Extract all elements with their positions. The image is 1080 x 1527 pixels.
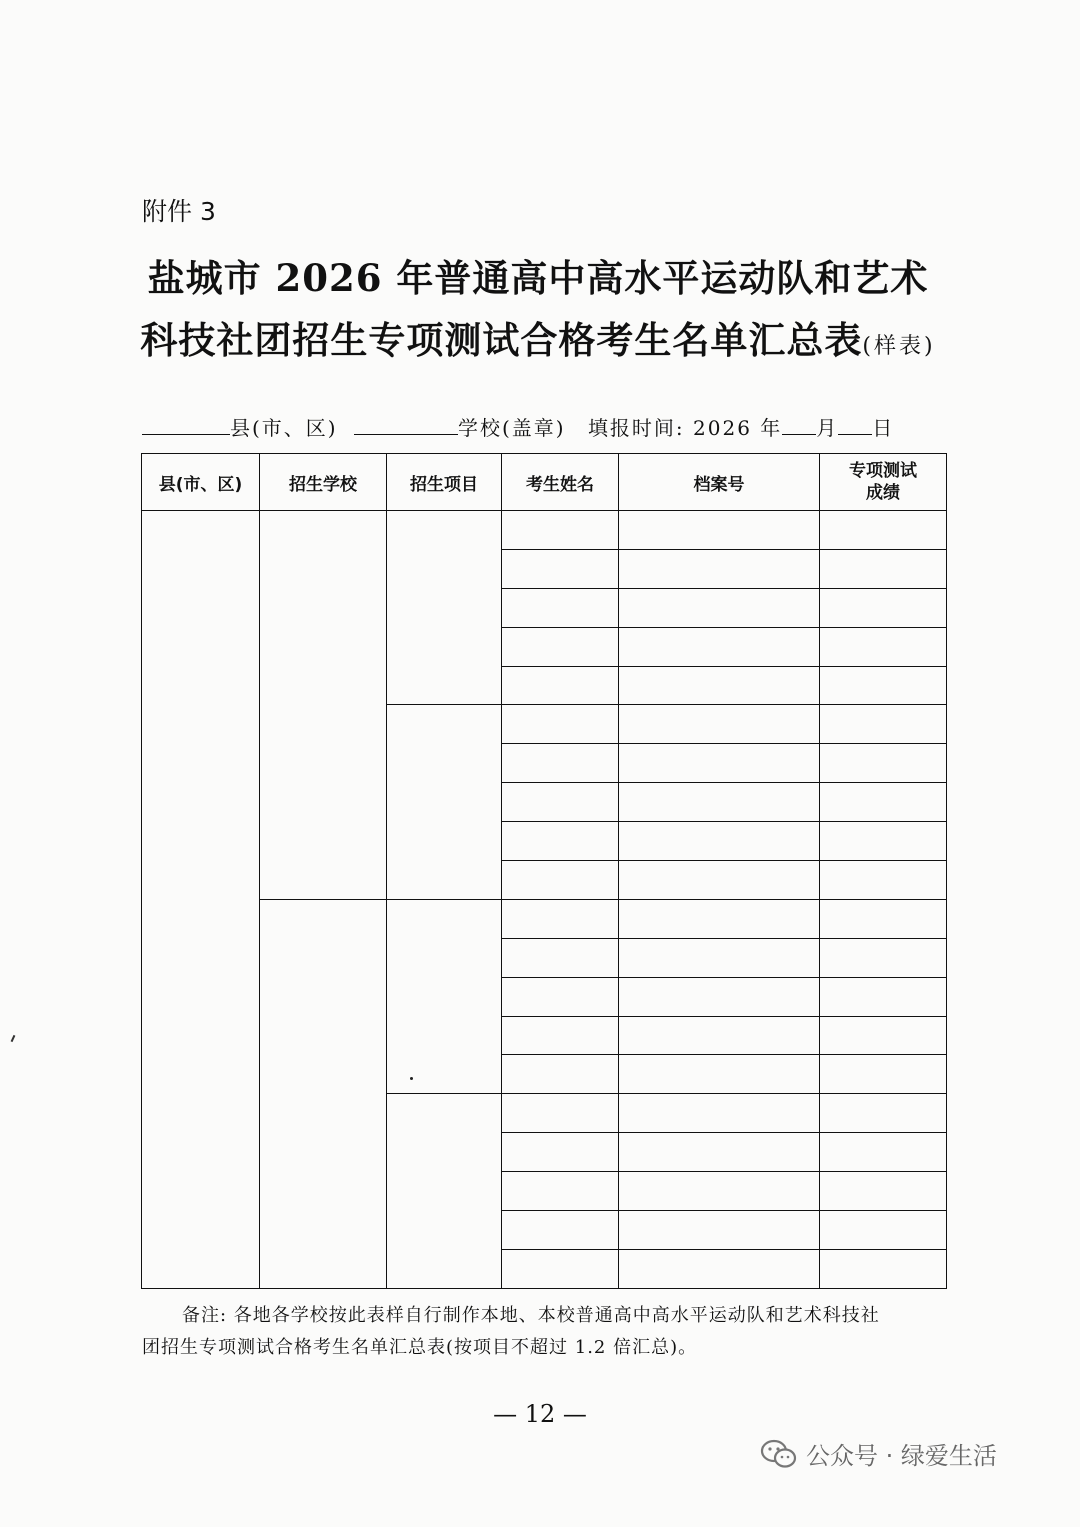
student-name-cell — [502, 588, 619, 627]
score-cell — [820, 1172, 947, 1211]
score-cell — [820, 1055, 947, 1094]
student-name-cell — [502, 1172, 619, 1211]
header-project: 招生项目 — [387, 454, 502, 511]
score-cell — [820, 899, 947, 938]
school-blank — [354, 412, 458, 435]
file-number-cell — [619, 1172, 820, 1211]
watermark — [760, 1436, 997, 1471]
file-number-cell — [619, 1249, 820, 1288]
score-cell — [820, 861, 947, 900]
page-title-line2-text: 科技社团招生专项测试合格考生名单汇总表 — [140, 318, 863, 362]
county-cell — [142, 511, 260, 1289]
table-header-row — [142, 454, 947, 511]
file-number-cell — [619, 511, 820, 550]
student-name-cell — [502, 1016, 619, 1055]
footnote-line2: 团招生专项测试合格考生名单汇总表(按项目不超过 1.2 倍汇总)。 — [142, 1337, 698, 1358]
file-number-cell — [619, 938, 820, 977]
school-cell — [260, 511, 387, 900]
student-name-cell — [502, 938, 619, 977]
score-cell — [820, 1211, 947, 1250]
file-number-cell — [619, 627, 820, 666]
file-number-cell — [619, 977, 820, 1016]
file-number-cell — [619, 899, 820, 938]
score-cell — [820, 977, 947, 1016]
footnote-line1: 备注: 各地各学校按此表样自行制作本地、本校普通高中高水平运动队和艺术科技社 — [182, 1305, 880, 1326]
month-label: 月 — [816, 416, 839, 440]
score-cell — [820, 666, 947, 705]
score-cell — [820, 1016, 947, 1055]
fill-in-line — [142, 412, 894, 441]
file-number-cell — [619, 861, 820, 900]
file-number-cell — [619, 744, 820, 783]
date-label: 填报时间: 2026 年 — [587, 416, 783, 440]
scan-speck — [11, 1035, 16, 1042]
header-score-line1: 专项测试 — [849, 461, 917, 481]
student-name-cell — [502, 1094, 619, 1133]
student-name-cell — [502, 744, 619, 783]
file-number-cell — [619, 1211, 820, 1250]
file-number-cell — [619, 1133, 820, 1172]
county-blank — [142, 412, 230, 435]
file-number-cell — [619, 1094, 820, 1133]
file-number-cell — [619, 1055, 820, 1094]
score-cell — [820, 783, 947, 822]
watermark-text: 公众号 · 绿爱生活 — [806, 1442, 997, 1470]
header-score — [820, 454, 947, 511]
file-number-cell — [619, 588, 820, 627]
summary-table — [141, 453, 947, 1289]
project-cell — [387, 899, 502, 1093]
score-cell — [820, 1094, 947, 1133]
project-cell — [387, 705, 502, 899]
header-county: 县(市、区) — [142, 454, 260, 511]
page-number: — 12 — — [493, 1400, 587, 1428]
score-cell — [820, 744, 947, 783]
scan-speck — [410, 1077, 413, 1080]
student-name-cell — [502, 549, 619, 588]
header-score-line2: 成绩 — [866, 483, 900, 503]
file-number-cell — [619, 822, 820, 861]
file-number-cell — [619, 1016, 820, 1055]
project-cell — [387, 511, 502, 705]
score-cell — [820, 511, 947, 550]
student-name-cell — [502, 511, 619, 550]
student-name-cell — [502, 861, 619, 900]
project-cell — [387, 1094, 502, 1288]
file-number-cell — [619, 666, 820, 705]
header-student-name: 考生姓名 — [502, 454, 619, 511]
student-name-cell — [502, 627, 619, 666]
attachment-label: 附件 3 — [142, 197, 216, 226]
footnote — [142, 1300, 952, 1364]
day-label: 日 — [872, 416, 895, 440]
page-title-line1: 盐城市 2026 年普通高中高水平运动队和艺术 — [147, 256, 929, 300]
table-row — [142, 511, 947, 550]
score-cell — [820, 1249, 947, 1288]
score-cell — [820, 588, 947, 627]
score-cell — [820, 938, 947, 977]
score-cell — [820, 1133, 947, 1172]
student-name-cell — [502, 822, 619, 861]
file-number-cell — [619, 783, 820, 822]
table-row — [142, 899, 947, 938]
title-suffix: (样表) — [862, 334, 936, 359]
student-name-cell — [502, 705, 619, 744]
file-number-cell — [619, 549, 820, 588]
header-school: 招生学校 — [260, 454, 387, 511]
score-cell — [820, 549, 947, 588]
score-cell — [820, 822, 947, 861]
month-blank — [782, 412, 816, 435]
school-cell — [260, 899, 387, 1288]
wechat-icon — [760, 1439, 798, 1469]
school-label: 学校(盖章) — [457, 416, 566, 440]
student-name-cell — [502, 1055, 619, 1094]
student-name-cell — [502, 977, 619, 1016]
student-name-cell — [502, 1249, 619, 1288]
student-name-cell — [502, 666, 619, 705]
student-name-cell — [502, 1133, 619, 1172]
student-name-cell — [502, 1211, 619, 1250]
page-title-line2 — [0, 310, 1078, 364]
header-file-number: 档案号 — [619, 454, 820, 511]
student-name-cell — [502, 899, 619, 938]
file-number-cell — [619, 705, 820, 744]
day-blank — [838, 412, 872, 435]
student-name-cell — [502, 783, 619, 822]
score-cell — [820, 705, 947, 744]
score-cell — [820, 627, 947, 666]
county-label: 县(市、区) — [230, 416, 338, 440]
